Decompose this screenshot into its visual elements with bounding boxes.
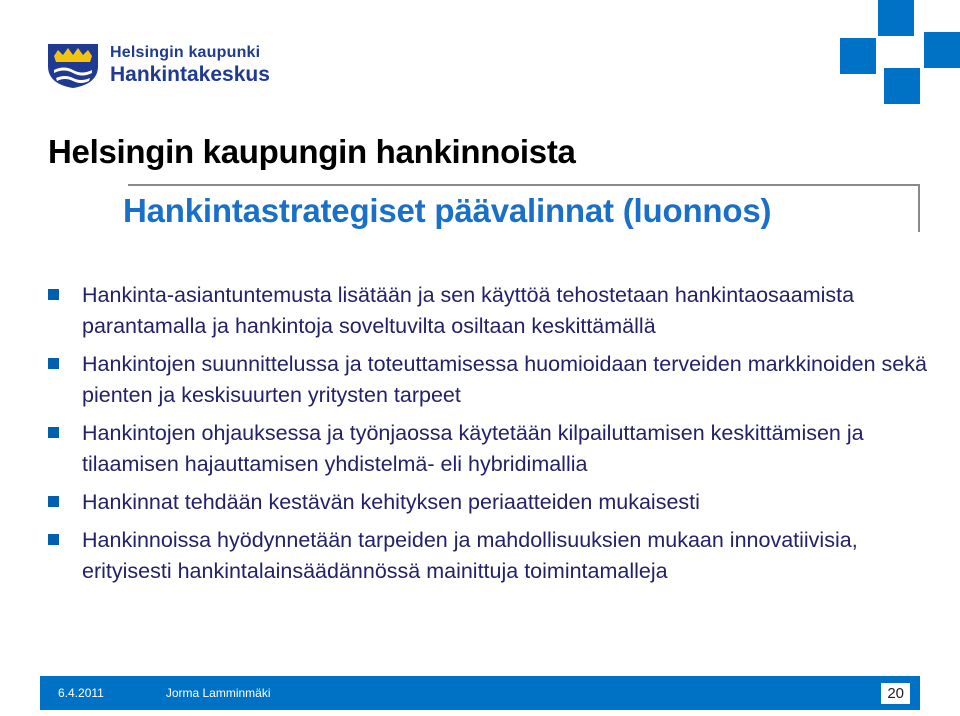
- decorative-square: [840, 38, 876, 74]
- bullet-list: [48, 280, 928, 594]
- bullet-square-icon: [48, 496, 59, 507]
- bullet-text: Hankinta-asiantuntemusta lisätään ja sen käyttöä tehostetaan hankintaosaamista parantamalla ja hankintoja soveltuvilta osiltaan keskittämällä: [82, 283, 855, 338]
- bullet-square-icon: [48, 534, 59, 545]
- slide-footer: [40, 676, 920, 710]
- helsinki-crest-icon: [44, 40, 102, 90]
- bullet-square-icon: [48, 427, 59, 438]
- bullet-text: Hankinnoissa hyödynnetään tarpeiden ja mahdollisuuksien mukaan innovatiivisia, erityisesti hankintalainsäädännössä mainittuja toimintamalleja: [82, 528, 858, 583]
- bullet-item: [48, 349, 928, 411]
- footer-author: Jorma Lamminmäki: [165, 686, 271, 700]
- footer-date: 6.4.2011: [58, 686, 104, 700]
- decorative-square: [884, 68, 920, 104]
- bullet-text: Hankinnat tehdään kestävän kehityksen periaatteiden mukaisesti: [82, 490, 700, 514]
- slide-title: Helsingin kaupungin hankinnoista: [48, 133, 576, 170]
- decorative-square: [878, 0, 914, 36]
- bullet-text: Hankintojen suunnittelussa ja toteuttamisessa huomioidaan terveiden markkinoiden sekä pienten ja keskisuurten yritysten tarpeet: [82, 352, 927, 407]
- bullet-item: [48, 280, 928, 342]
- bullet-square-icon: [48, 358, 59, 369]
- subtitle-frame-line: [918, 184, 920, 232]
- subtitle-frame-line: [128, 184, 920, 186]
- logo-city-name: Helsingin kaupunki: [110, 44, 261, 61]
- organization-logo: [44, 40, 270, 90]
- page-number: 20: [881, 683, 910, 704]
- slide-subtitle: Hankintastrategiset päävalinnat (luonnos): [123, 192, 772, 229]
- decorative-squares: [840, 0, 960, 110]
- decorative-square: [924, 32, 960, 68]
- logo-department-name: Hankintakeskus: [110, 63, 270, 86]
- bullet-item: [48, 487, 928, 518]
- bullet-item: [48, 525, 928, 587]
- bullet-item: [48, 418, 928, 480]
- bullet-text: Hankintojen ohjauksessa ja työnjaossa käytetään kilpailuttamisen keskittämisen ja tilaamisen hajauttamisen yhdistelmä- eli hybridimallia: [82, 421, 864, 476]
- bullet-square-icon: [48, 289, 59, 300]
